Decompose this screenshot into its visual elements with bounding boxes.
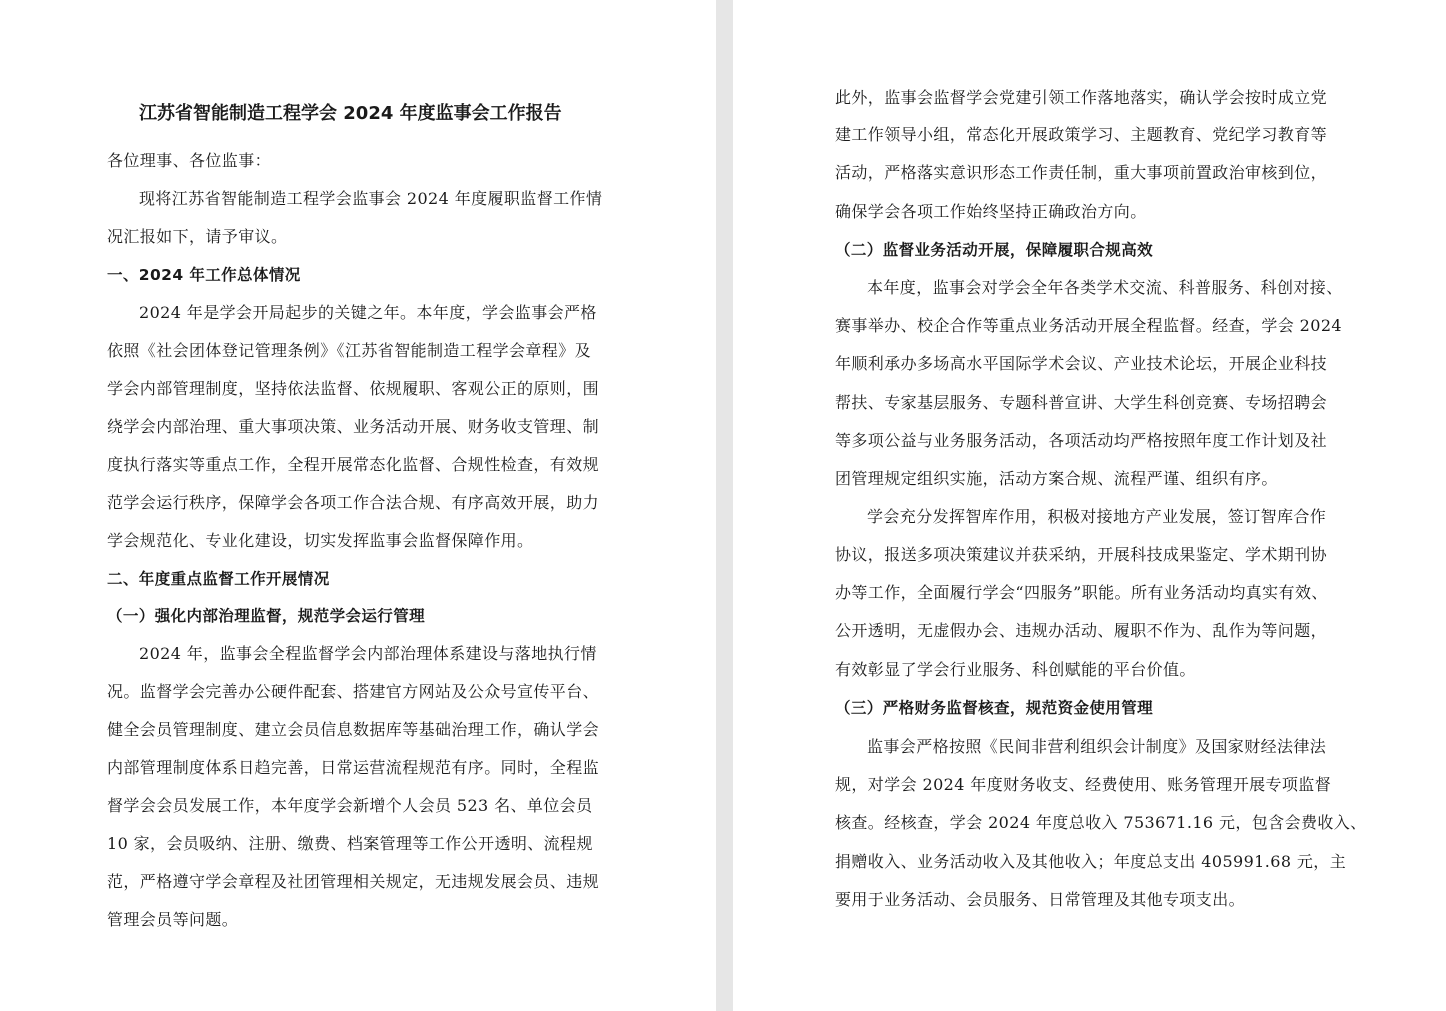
paragraph-line: 况汇报如下，请予审议。 bbox=[107, 227, 288, 246]
paragraph-line: 健全会员管理制度、建立会员信息数据库等基础治理工作，确认学会 bbox=[107, 720, 600, 739]
paragraph-line: 绕学会内部治理、重大事项决策、业务活动开展、财务收支管理、制 bbox=[107, 417, 600, 436]
paragraph-line: 依照《社会团体登记管理条例》《江苏省智能制造工程学会章程》及 bbox=[107, 341, 592, 360]
paragraph-line: 学会内部管理制度，坚持依法监督、依规履职、客观公正的原则，围 bbox=[107, 379, 600, 398]
page-gutter bbox=[716, 0, 733, 1011]
paragraph-line: 本年度，监事会对学会全年各类学术交流、科普服务、科创对接、 bbox=[867, 278, 1343, 297]
paragraph-line: 建工作领导小组，常态化开展政策学习、主题教育、党纪学习教育等 bbox=[835, 125, 1328, 144]
paragraph-line: 2024 年，监事会全程监督学会内部治理体系建设与落地执行情 bbox=[139, 644, 597, 663]
subsection-heading: （二）监督业务活动开展，保障履职合规高效 bbox=[835, 241, 1154, 259]
paragraph-line: 2024 年是学会开局起步的关键之年。本年度，学会监事会严格 bbox=[139, 303, 597, 322]
section-heading: 二、年度重点监督工作开展情况 bbox=[107, 570, 330, 588]
paragraph-line: 办等工作，全面履行学会“四服务”职能。所有业务活动均真实有效、 bbox=[835, 583, 1328, 602]
paragraph-line: 确保学会各项工作始终坚持正确政治方向。 bbox=[835, 202, 1147, 221]
document-title: 江苏省智能制造工程学会 2024 年度监事会工作报告 bbox=[139, 103, 562, 124]
paragraph-line: 捐赠收入、业务活动收入及其他收入；年度总支出 405991.68 元，主 bbox=[835, 852, 1347, 871]
paragraph-line: 核查。经核查，学会 2024 年度总收入 753671.16 元，包含会费收入、 bbox=[835, 813, 1367, 832]
section-heading: 一、2024 年工作总体情况 bbox=[107, 266, 301, 284]
paragraph-line: 要用于业务活动、会员服务、日常管理及其他专项支出。 bbox=[835, 890, 1246, 909]
paragraph-line: 学会充分发挥智库作用，积极对接地方产业发展，签订智库合作 bbox=[867, 507, 1327, 526]
paragraph-line: 监事会严格按照《民间非营利组织会计制度》及国家财经法律法 bbox=[867, 737, 1327, 756]
paragraph-line: 有效彰显了学会行业服务、科创赋能的平台价值。 bbox=[835, 660, 1196, 679]
paragraph-line: 现将江苏省智能制造工程学会监事会 2024 年度履职监督工作情 bbox=[139, 189, 603, 208]
paragraph-line: 帮扶、专家基层服务、专题科普宣讲、大学生科创竞赛、专场招聘会 bbox=[835, 393, 1328, 412]
document-page-right bbox=[733, 0, 1446, 1011]
paragraph-line: 管理会员等问题。 bbox=[107, 910, 239, 929]
paragraph-line: 督学会会员发展工作，本年度学会新增个人会员 523 名、单位会员 bbox=[107, 796, 593, 815]
paragraph-line: 等多项公益与业务服务活动，各项活动均严格按照年度工作计划及社 bbox=[835, 431, 1328, 450]
subsection-heading: （三）严格财务监督核查，规范资金使用管理 bbox=[835, 699, 1154, 717]
paragraph-line: 况。监督学会完善办公硬件配套、搭建官方网站及公众号宣传平台、 bbox=[107, 682, 600, 701]
paragraph-line: 规，对学会 2024 年度财务收支、经费使用、账务管理开展专项监督 bbox=[835, 775, 1332, 794]
subsection-heading: （一）强化内部治理监督，规范学会运行管理 bbox=[107, 607, 426, 625]
paragraph-line: 内部管理制度体系日趋完善，日常运营流程规范有序。同时，全程监 bbox=[107, 758, 600, 777]
salutation: 各位理事、各位监事： bbox=[107, 151, 272, 170]
paragraph-line: 学会规范化、专业化建设，切实发挥监事会监督保障作用。 bbox=[107, 531, 534, 550]
paragraph-line: 活动，严格落实意识形态工作责任制，重大事项前置政治审核到位， bbox=[835, 163, 1328, 182]
paragraph-line: 年顺利承办多场高水平国际学术会议、产业技术论坛，开展企业科技 bbox=[835, 354, 1328, 373]
paragraph-line: 赛事举办、校企合作等重点业务活动开展全程监督。经查，学会 2024 bbox=[835, 316, 1343, 335]
document-page-left bbox=[0, 0, 716, 1011]
paragraph-line: 10 家，会员吸纳、注册、缴费、档案管理等工作公开透明、流程规 bbox=[107, 834, 593, 853]
paragraph-line: 范学会运行秩序，保障学会各项工作合法合规、有序高效开展，助力 bbox=[107, 493, 600, 512]
paragraph-line: 度执行落实等重点工作，全程开展常态化监督、合规性检查，有效规 bbox=[107, 455, 600, 474]
paragraph-line: 范，严格遵守学会章程及社团管理相关规定，无违规发展会员、违规 bbox=[107, 872, 600, 891]
paragraph-line: 协议，报送多项决策建议并获采纳，开展科技成果鉴定、学术期刊协 bbox=[835, 545, 1328, 564]
paragraph-line: 公开透明，无虚假办会、违规办活动、履职不作为、乱作为等问题， bbox=[835, 621, 1328, 640]
paragraph-line: 团管理规定组织实施，活动方案合规、流程严谨、组织有序。 bbox=[835, 469, 1278, 488]
paragraph-line: 此外，监事会监督学会党建引领工作落地落实，确认学会按时成立党 bbox=[835, 88, 1328, 107]
